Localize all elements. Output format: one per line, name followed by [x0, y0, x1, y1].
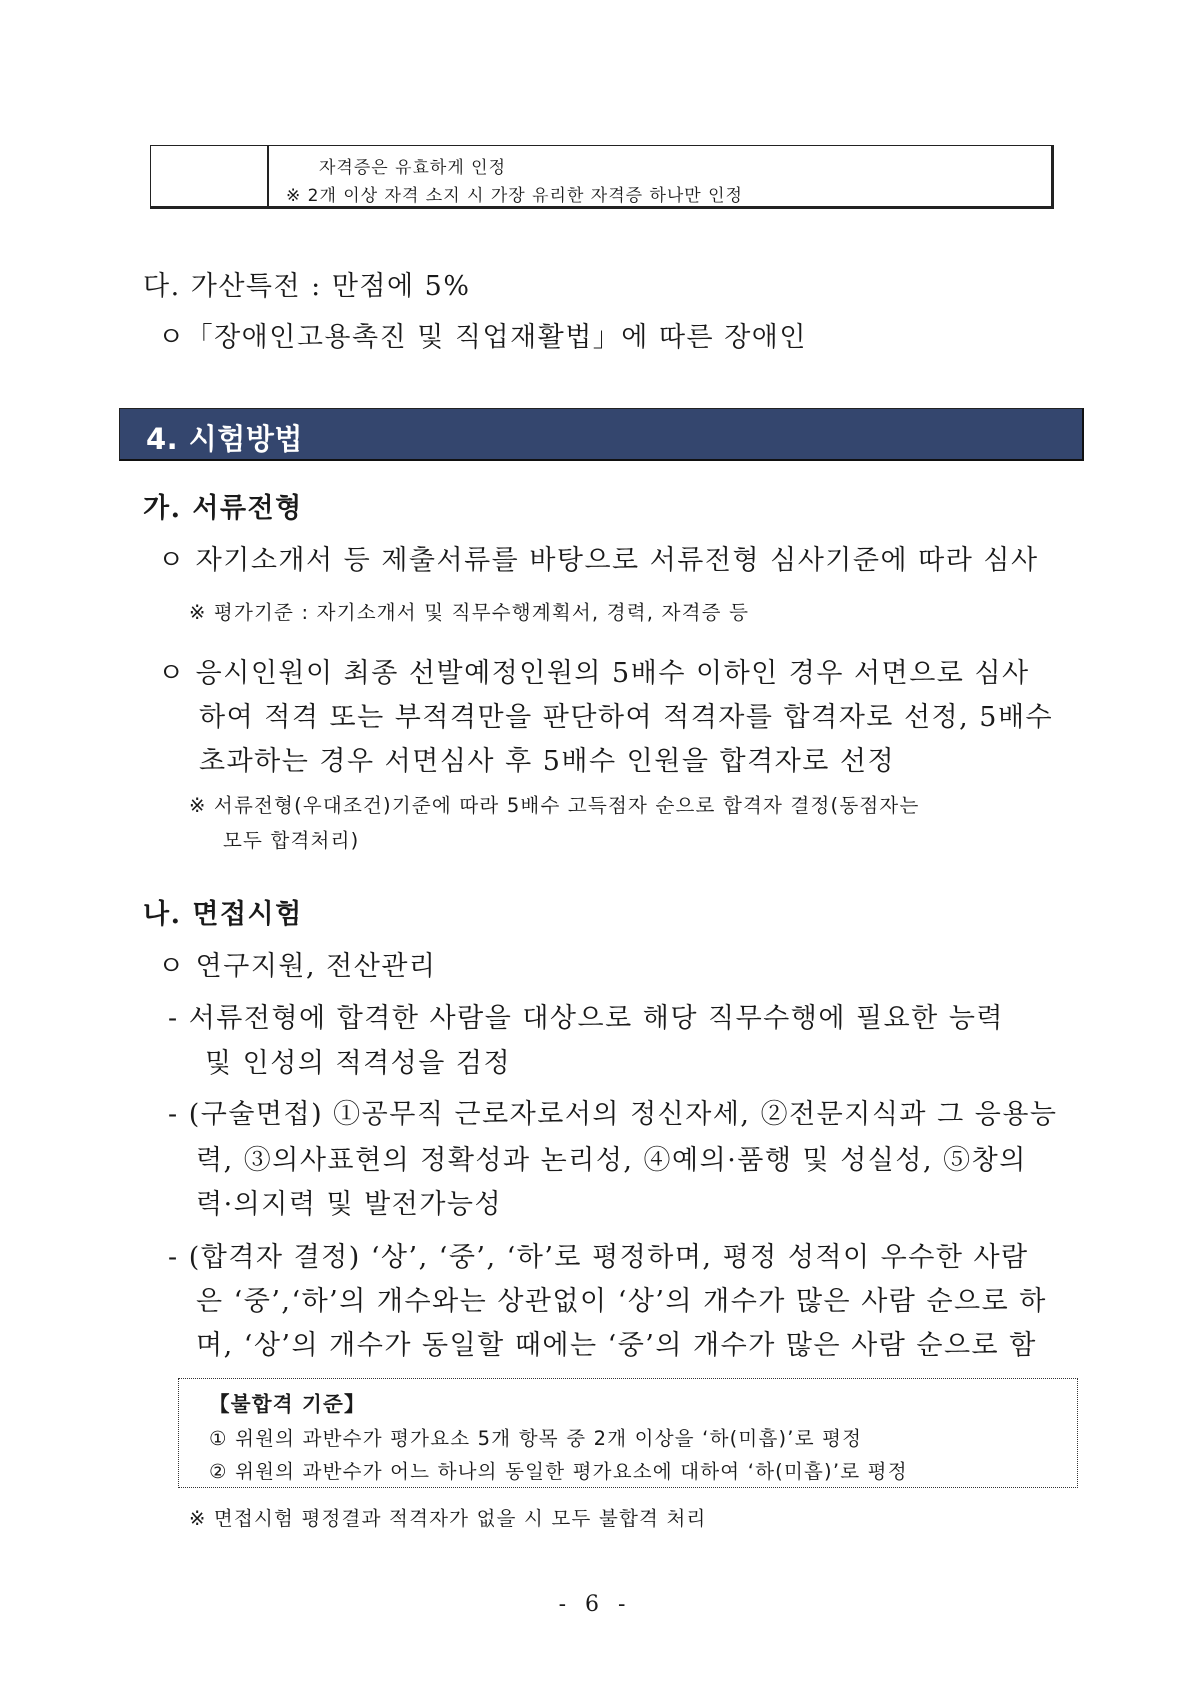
section-title: 4. 시험방법	[146, 422, 303, 456]
interview-item: ㅇ 연구지원, 전산관리	[158, 951, 437, 982]
page-number: - 6 -	[558, 1592, 632, 1617]
document-screening-note-2-line-1: ※ 서류전형(우대조건)기준에 따라 5배수 고득점자 순으로 합격자 결정(동점자는	[189, 794, 920, 817]
document-screening-item-2-line-1: ㅇ 응시인원이 최종 선발예정인원의 5배수 이하인 경우 서면으로 심사	[158, 658, 1030, 689]
interview-heading: 나. 면접시험	[143, 899, 303, 930]
bonus-heading: 다. 가산특전 : 만점에 5%	[143, 271, 471, 302]
document-screening-item-2-line-3: 초과하는 경우 서면심사 후 5배수 인원을 합격자로 선정	[199, 746, 896, 777]
interview-final-note: ※ 면접시험 평정결과 적격자가 없을 시 모두 불합격 처리	[189, 1507, 707, 1530]
table-note-line-2: ※ 2개 이상 자격 소지 시 가장 유리한 자격증 하나만 인정	[286, 186, 743, 206]
document-screening-note-2-line-2: 모두 합격처리)	[223, 829, 360, 852]
table-note-line-1: 자격증은 유효하게 인정	[319, 158, 507, 178]
table-column-divider	[267, 146, 269, 206]
interview-dash-2-line-2: 력, ③의사표현의 정확성과 논리성, ④예의·품행 및 성실성, ⑤창의	[196, 1145, 1027, 1176]
document-screening-item-2-line-2: 하여 적격 또는 부적격만을 판단하여 적격자를 합격자로 선정, 5배수	[199, 702, 1054, 733]
interview-dash-1-line-2: 및 인성의 적격성을 검정	[205, 1048, 512, 1079]
document-screening-heading: 가. 서류전형	[143, 493, 303, 524]
interview-dash-3-line-1: - (합격자 결정) ‘상’, ‘중’, ‘하’로 평정하며, 평정 성적이 우수한 사람	[168, 1242, 1029, 1273]
document-screening-item-1: ㅇ 자기소개서 등 제출서류를 바탕으로 서류전형 심사기준에 따라 심사	[158, 545, 1039, 576]
bonus-item: ㅇ「장애인고용촉진 및 직업재활법」에 따른 장애인	[158, 322, 807, 353]
qualification-table-fragment	[150, 145, 1054, 209]
fail-criteria-box	[178, 1378, 1078, 1488]
interview-dash-2-line-1: - (구술면접) ①공무직 근로자로서의 정신자세, ②전문지식과 그 응용능	[168, 1099, 1058, 1130]
section-title-bar	[119, 408, 1084, 461]
interview-dash-3-line-2: 은 ‘중’,‘하’의 개수와는 상관없이 ‘상’의 개수가 많은 사람 순으로 하	[196, 1286, 1047, 1317]
interview-dash-1-line-1: - 서류전형에 합격한 사람을 대상으로 해당 직무수행에 필요한 능력	[168, 1003, 1004, 1034]
fail-criteria-title: 【불합격 기준】	[209, 1392, 366, 1416]
interview-dash-3-line-3: 며, ‘상’의 개수가 동일할 때에는 ‘중’의 개수가 많은 사람 순으로 함	[196, 1330, 1037, 1361]
fail-criteria-rule-1: ① 위원의 과반수가 평가요소 5개 항목 중 2개 이상을 ‘하(미흡)’로 평정	[209, 1427, 863, 1450]
document-screening-note-1: ※ 평가기준 : 자기소개서 및 직무수행계획서, 경력, 자격증 등	[189, 601, 750, 624]
interview-dash-2-line-3: 력·의지력 및 발전가능성	[196, 1189, 503, 1220]
fail-criteria-rule-2: ② 위원의 과반수가 어느 하나의 동일한 평가요소에 대하여 ‘하(미흡)’로 평정	[209, 1460, 908, 1483]
